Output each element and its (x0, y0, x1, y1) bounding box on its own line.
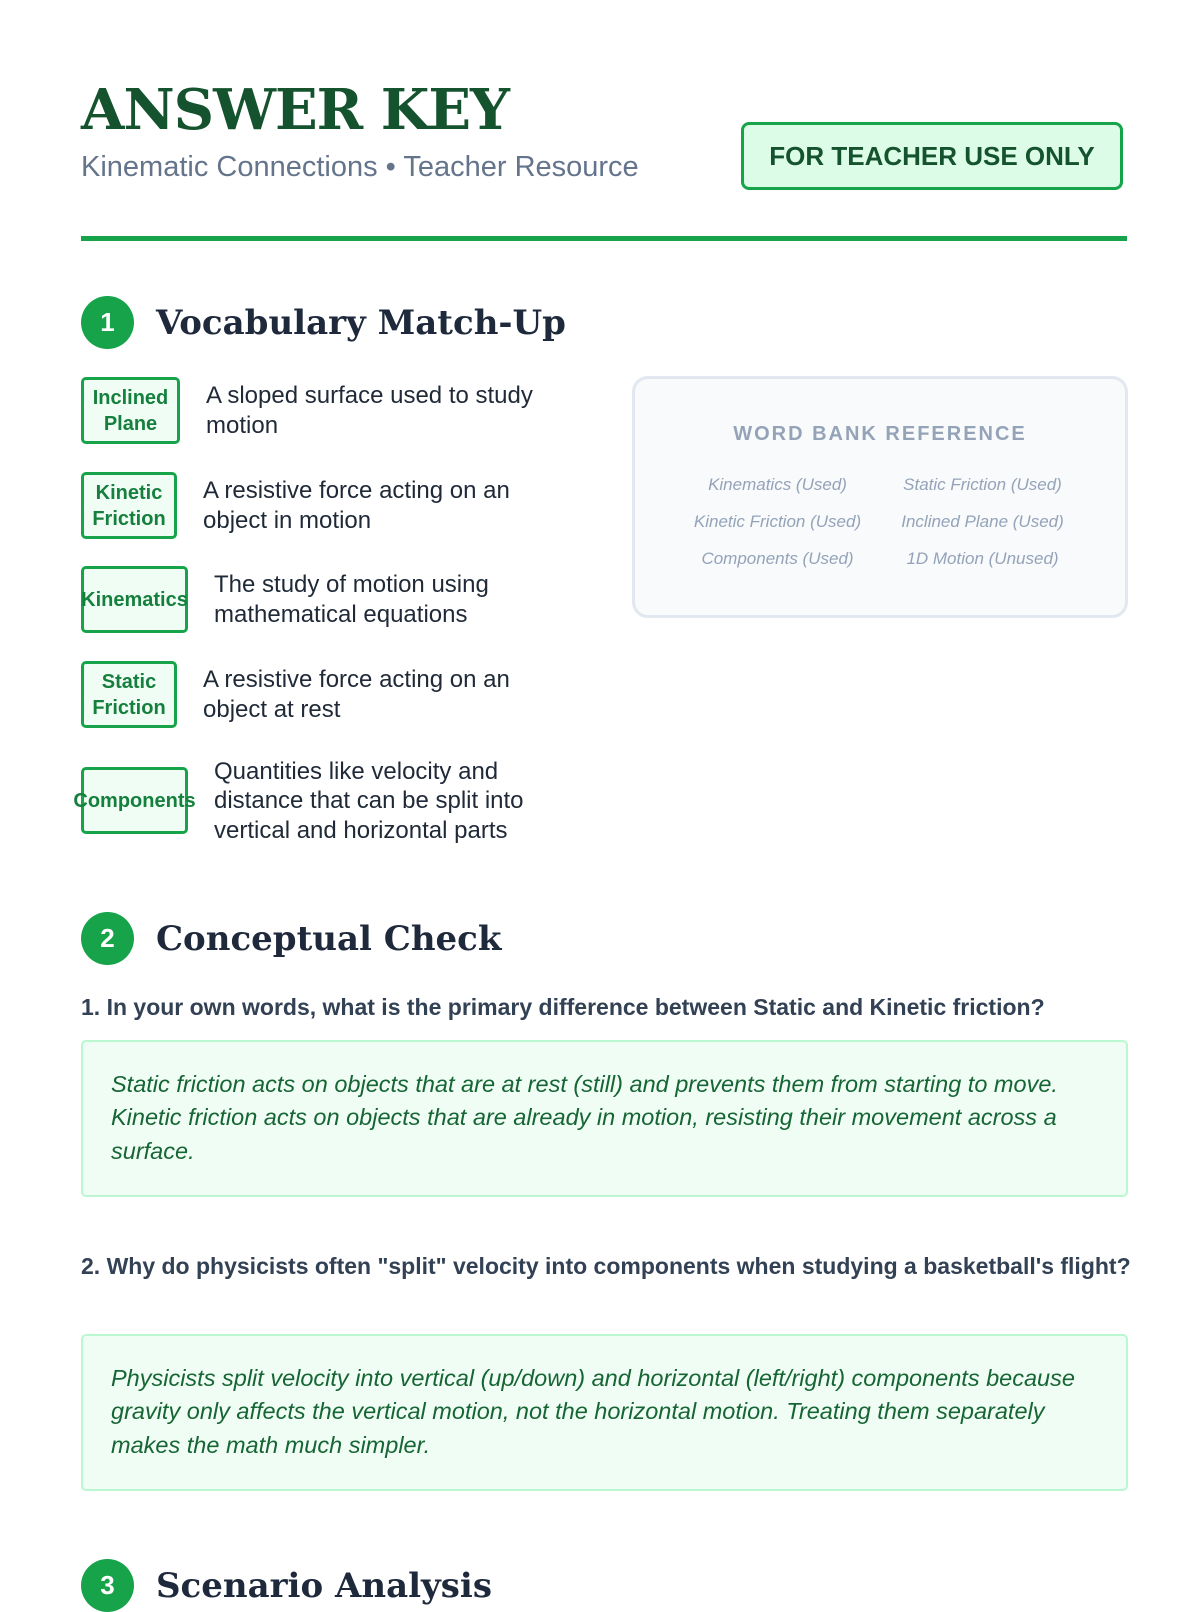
vocab-item (81, 472, 543, 539)
vocab-definition: The study of motion using mathematical equations (214, 571, 489, 628)
vocab-item (81, 566, 534, 633)
vocab-item (73, 757, 554, 845)
word-bank-item: Kinetic Friction (Used) (693, 512, 862, 531)
page-subtitle: Kinematic Connections • Teacher Resource (81, 151, 639, 183)
vocab-term: Inclined Plane (81, 377, 180, 444)
word-bank-item: Inclined Plane (Used) (901, 512, 1064, 531)
vocab-term: Kinetic Friction (81, 472, 177, 539)
section-number-badge: 2 (81, 912, 134, 965)
question-1: 1. In your own words, what is the primary difference between Static and Kinetic friction? (81, 994, 1045, 1020)
word-bank-title: WORD BANK REFERENCE (733, 423, 1027, 445)
vocab-item (81, 377, 576, 444)
vocab-definition: Quantities like velocity and distance that can be split into vertical and horizontal parts (214, 758, 524, 844)
vocab-term: Kinematics (81, 566, 188, 633)
section-3-heading (81, 1559, 492, 1612)
section-number-badge: 1 (81, 296, 134, 349)
word-bank-item: Static Friction (Used) (903, 475, 1062, 494)
vocab-definition: A resistive force acting on an object at rest (203, 666, 510, 723)
page-title: ANSWER KEY (81, 77, 510, 143)
vocab-item (81, 661, 543, 728)
vocab-definition: A sloped surface used to study motion (206, 382, 533, 439)
section-title: Vocabulary Match-Up (156, 302, 566, 343)
section-number-badge: 3 (81, 1559, 134, 1612)
section-2-heading (81, 912, 501, 965)
vocab-term: Static Friction (81, 661, 177, 728)
word-bank-panel (632, 376, 1128, 618)
section-1-heading (81, 296, 566, 349)
teacher-only-badge: FOR TEACHER USE ONLY (741, 122, 1123, 190)
word-bank-item: 1D Motion (Unused) (906, 549, 1059, 568)
question-2: 2. Why do physicists often "split" velocity into components when studying a basketball's flight? (81, 1253, 1131, 1279)
word-bank-item: Components (Used) (701, 549, 854, 568)
vocab-term: Components (81, 767, 188, 834)
section-title: Scenario Analysis (156, 1565, 492, 1606)
word-bank-item: Kinematics (Used) (708, 475, 847, 494)
header-divider (81, 236, 1127, 241)
vocab-definition: A resistive force acting on an object in motion (203, 477, 510, 534)
answer-1: Static friction acts on objects that are at rest (still) and prevents them from starting to move. Kinetic friction acts on objects that are already in motion, resisting their movement across a surface. (81, 1040, 1128, 1197)
section-title: Conceptual Check (156, 918, 502, 959)
answer-2: Physicists split velocity into vertical (up/down) and horizontal (left/right) components because gravity only affects the vertical motion, not the horizontal motion. Treating them separately makes the math much simpler. (81, 1334, 1128, 1491)
